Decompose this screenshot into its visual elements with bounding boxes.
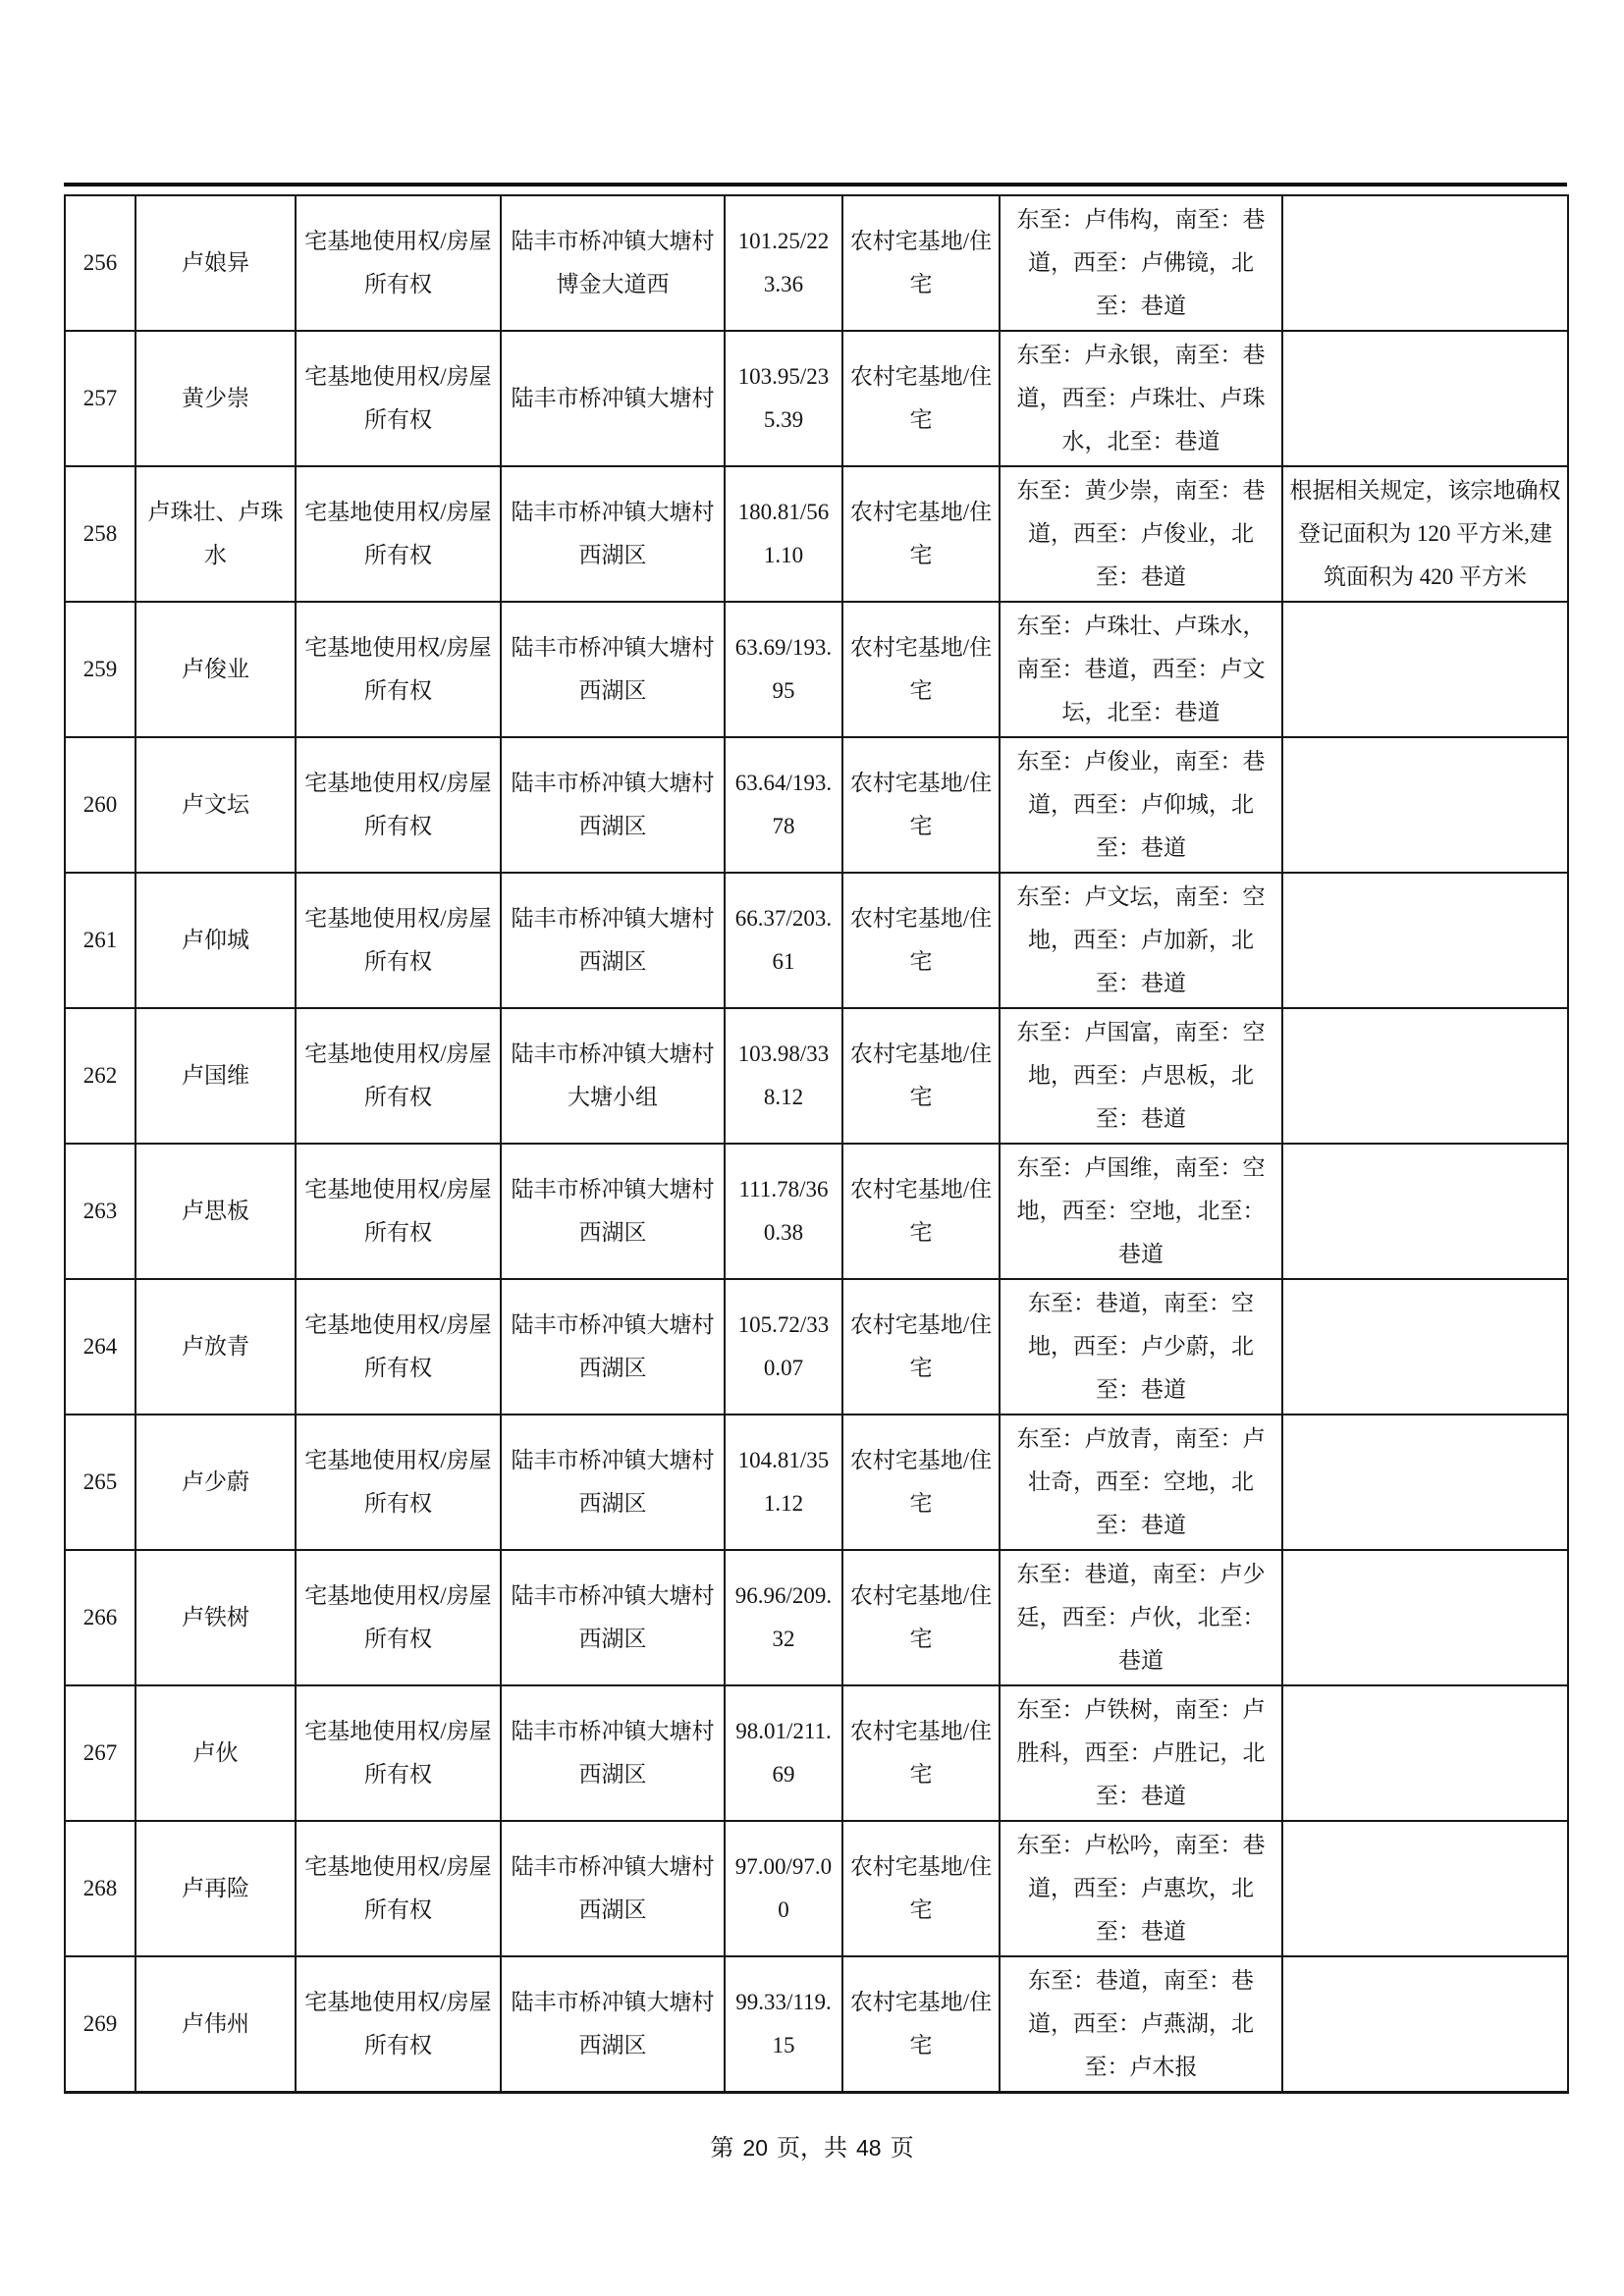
cell-boundaries: 东至：卢铁树，南至：卢胜科，西至：卢胜记，北至：巷道 bbox=[1000, 1685, 1282, 1821]
cell-area: 101.25/223.36 bbox=[725, 195, 842, 331]
cell-holder-name: 卢国维 bbox=[135, 1008, 296, 1144]
land-rights-table bbox=[64, 194, 1569, 2094]
cell-area: 63.64/193.78 bbox=[725, 737, 842, 873]
cell-land-use: 农村宅基地/住宅 bbox=[842, 1821, 1000, 1956]
page-number: 20 bbox=[742, 2135, 768, 2161]
cell-row-number: 267 bbox=[65, 1685, 135, 1821]
cell-area: 103.98/338.12 bbox=[725, 1008, 842, 1144]
cell-row-number: 263 bbox=[65, 1144, 135, 1279]
cell-rights-type: 宅基地使用权/房屋所有权 bbox=[296, 195, 501, 331]
cell-rights-type: 宅基地使用权/房屋所有权 bbox=[296, 873, 501, 1008]
cell-area: 105.72/330.07 bbox=[725, 1279, 842, 1415]
cell-rights-type: 宅基地使用权/房屋所有权 bbox=[296, 1550, 501, 1685]
table-row bbox=[65, 1821, 1568, 1956]
cell-holder-name: 卢娘异 bbox=[135, 195, 296, 331]
cell-holder-name: 卢仰城 bbox=[135, 873, 296, 1008]
cell-rights-type: 宅基地使用权/房屋所有权 bbox=[296, 1415, 501, 1550]
cell-remarks bbox=[1282, 1550, 1568, 1685]
cell-holder-name: 卢少蔚 bbox=[135, 1415, 296, 1550]
cell-remarks bbox=[1282, 1415, 1568, 1550]
cell-area: 104.81/351.12 bbox=[725, 1415, 842, 1550]
cell-remarks bbox=[1282, 1821, 1568, 1956]
cell-land-use: 农村宅基地/住宅 bbox=[842, 737, 1000, 873]
cell-location: 陆丰市桥冲镇大塘村西湖区 bbox=[501, 602, 725, 737]
cell-row-number: 258 bbox=[65, 466, 135, 602]
cell-land-use: 农村宅基地/住宅 bbox=[842, 195, 1000, 331]
cell-rights-type: 宅基地使用权/房屋所有权 bbox=[296, 737, 501, 873]
cell-area: 96.96/209.32 bbox=[725, 1550, 842, 1685]
cell-area: 99.33/119.15 bbox=[725, 1956, 842, 2093]
table-row bbox=[65, 1550, 1568, 1685]
table-row bbox=[65, 1144, 1568, 1279]
cell-boundaries: 东至：巷道，南至：巷道，西至：卢燕湖，北至：卢木报 bbox=[1000, 1956, 1282, 2093]
cell-location: 陆丰市桥冲镇大塘村西湖区 bbox=[501, 1279, 725, 1415]
table-row bbox=[65, 466, 1568, 602]
cell-land-use: 农村宅基地/住宅 bbox=[842, 1008, 1000, 1144]
cell-row-number: 260 bbox=[65, 737, 135, 873]
total-pages: 48 bbox=[856, 2135, 882, 2161]
cell-rights-type: 宅基地使用权/房屋所有权 bbox=[296, 466, 501, 602]
cell-holder-name: 卢放青 bbox=[135, 1279, 296, 1415]
cell-remarks bbox=[1282, 1008, 1568, 1144]
table-row bbox=[65, 1415, 1568, 1550]
cell-rights-type: 宅基地使用权/房屋所有权 bbox=[296, 1685, 501, 1821]
cell-location: 陆丰市桥冲镇大塘村西湖区 bbox=[501, 737, 725, 873]
cell-area: 180.81/561.10 bbox=[725, 466, 842, 602]
cell-row-number: 264 bbox=[65, 1279, 135, 1415]
cell-land-use: 农村宅基地/住宅 bbox=[842, 1279, 1000, 1415]
cell-row-number: 268 bbox=[65, 1821, 135, 1956]
cell-remarks bbox=[1282, 873, 1568, 1008]
cell-holder-name: 卢伟州 bbox=[135, 1956, 296, 2093]
cell-remarks bbox=[1282, 602, 1568, 737]
cell-location: 陆丰市桥冲镇大塘村西湖区 bbox=[501, 1821, 725, 1956]
cell-boundaries: 东至：卢文坛，南至：空地，西至：卢加新，北至：巷道 bbox=[1000, 873, 1282, 1008]
cell-area: 66.37/203.61 bbox=[725, 873, 842, 1008]
cell-holder-name: 卢再险 bbox=[135, 1821, 296, 1956]
cell-land-use: 农村宅基地/住宅 bbox=[842, 873, 1000, 1008]
cell-remarks bbox=[1282, 195, 1568, 331]
table-row bbox=[65, 1685, 1568, 1821]
cell-row-number: 266 bbox=[65, 1550, 135, 1685]
cell-location: 陆丰市桥冲镇大塘村西湖区 bbox=[501, 1415, 725, 1550]
cell-holder-name: 黄少崇 bbox=[135, 331, 296, 466]
cell-area: 111.78/360.38 bbox=[725, 1144, 842, 1279]
cell-boundaries: 东至：卢伟构，南至：巷道，西至：卢佛镜，北至：巷道 bbox=[1000, 195, 1282, 331]
cell-rights-type: 宅基地使用权/房屋所有权 bbox=[296, 602, 501, 737]
cell-boundaries: 东至：巷道，南至：空地，西至：卢少蔚，北至：巷道 bbox=[1000, 1279, 1282, 1415]
cell-row-number: 259 bbox=[65, 602, 135, 737]
cell-row-number: 261 bbox=[65, 873, 135, 1008]
cell-boundaries: 东至：卢俊业，南至：巷道，西至：卢仰城，北至：巷道 bbox=[1000, 737, 1282, 873]
cell-holder-name: 卢文坛 bbox=[135, 737, 296, 873]
cell-holder-name: 卢伙 bbox=[135, 1685, 296, 1821]
cell-boundaries: 东至：卢放青，南至：卢壮奇，西至：空地，北至：巷道 bbox=[1000, 1415, 1282, 1550]
footer-middle: 页，共 bbox=[777, 2136, 847, 2162]
cell-row-number: 257 bbox=[65, 331, 135, 466]
cell-holder-name: 卢思板 bbox=[135, 1144, 296, 1279]
cell-rights-type: 宅基地使用权/房屋所有权 bbox=[296, 1821, 501, 1956]
table-row bbox=[65, 1279, 1568, 1415]
cell-area: 63.69/193.95 bbox=[725, 602, 842, 737]
cell-holder-name: 卢铁树 bbox=[135, 1550, 296, 1685]
cell-location: 陆丰市桥冲镇大塘村大塘小组 bbox=[501, 1008, 725, 1144]
cell-remarks bbox=[1282, 1685, 1568, 1821]
page-footer bbox=[0, 2128, 1624, 2163]
table-row bbox=[65, 195, 1568, 331]
cell-boundaries: 东至：卢松吟，南至：巷道，西至：卢惠坎，北至：巷道 bbox=[1000, 1821, 1282, 1956]
cell-remarks bbox=[1282, 1279, 1568, 1415]
cell-location: 陆丰市桥冲镇大塘村西湖区 bbox=[501, 466, 725, 602]
cell-boundaries: 东至：卢国富，南至：空地，西至：卢思板，北至：巷道 bbox=[1000, 1008, 1282, 1144]
cell-location: 陆丰市桥冲镇大塘村西湖区 bbox=[501, 1144, 725, 1279]
cell-row-number: 269 bbox=[65, 1956, 135, 2093]
cell-rights-type: 宅基地使用权/房屋所有权 bbox=[296, 1008, 501, 1144]
cell-remarks bbox=[1282, 1956, 1568, 2093]
table-row bbox=[65, 1956, 1568, 2093]
cell-location: 陆丰市桥冲镇大塘村 bbox=[501, 331, 725, 466]
cell-area: 97.00/97.00 bbox=[725, 1821, 842, 1956]
cell-land-use: 农村宅基地/住宅 bbox=[842, 1144, 1000, 1279]
cell-boundaries: 东至：巷道，南至：卢少廷，西至：卢伙，北至：巷道 bbox=[1000, 1550, 1282, 1685]
cell-land-use: 农村宅基地/住宅 bbox=[842, 1956, 1000, 2093]
cell-rights-type: 宅基地使用权/房屋所有权 bbox=[296, 1279, 501, 1415]
cell-remarks bbox=[1282, 331, 1568, 466]
cell-area: 98.01/211.69 bbox=[725, 1685, 842, 1821]
cell-rights-type: 宅基地使用权/房屋所有权 bbox=[296, 1956, 501, 2093]
cell-land-use: 农村宅基地/住宅 bbox=[842, 331, 1000, 466]
cell-land-use: 农村宅基地/住宅 bbox=[842, 1685, 1000, 1821]
table-row bbox=[65, 602, 1568, 737]
cell-holder-name: 卢俊业 bbox=[135, 602, 296, 737]
cell-remarks bbox=[1282, 737, 1568, 873]
cell-row-number: 262 bbox=[65, 1008, 135, 1144]
cell-rights-type: 宅基地使用权/房屋所有权 bbox=[296, 331, 501, 466]
cell-land-use: 农村宅基地/住宅 bbox=[842, 1550, 1000, 1685]
cell-location: 陆丰市桥冲镇大塘村西湖区 bbox=[501, 873, 725, 1008]
cell-boundaries: 东至：卢珠壮、卢珠水，南至：巷道，西至：卢文坛，北至：巷道 bbox=[1000, 602, 1282, 737]
cell-boundaries: 东至：卢永银，南至：巷道，西至：卢珠壮、卢珠水，北至：巷道 bbox=[1000, 331, 1282, 466]
cell-land-use: 农村宅基地/住宅 bbox=[842, 602, 1000, 737]
cell-boundaries: 东至：黄少崇，南至：巷道，西至：卢俊业，北至：巷道 bbox=[1000, 466, 1282, 602]
cell-boundaries: 东至：卢国维，南至：空地，西至：空地，北至：巷道 bbox=[1000, 1144, 1282, 1279]
cell-holder-name: 卢珠壮、卢珠水 bbox=[135, 466, 296, 602]
cell-location: 陆丰市桥冲镇大塘村西湖区 bbox=[501, 1956, 725, 2093]
cell-remarks: 根据相关规定，该宗地确权登记面积为 120 平方米,建筑面积为 420 平方米 bbox=[1282, 466, 1568, 602]
cell-land-use: 农村宅基地/住宅 bbox=[842, 1415, 1000, 1550]
table-row bbox=[65, 331, 1568, 466]
table-top-rule bbox=[64, 183, 1567, 187]
cell-location: 陆丰市桥冲镇大塘村博金大道西 bbox=[501, 195, 725, 331]
cell-remarks bbox=[1282, 1144, 1568, 1279]
table-row bbox=[65, 1008, 1568, 1144]
table-row bbox=[65, 873, 1568, 1008]
cell-rights-type: 宅基地使用权/房屋所有权 bbox=[296, 1144, 501, 1279]
cell-land-use: 农村宅基地/住宅 bbox=[842, 466, 1000, 602]
cell-row-number: 256 bbox=[65, 195, 135, 331]
table-row bbox=[65, 737, 1568, 873]
cell-area: 103.95/235.39 bbox=[725, 331, 842, 466]
cell-location: 陆丰市桥冲镇大塘村西湖区 bbox=[501, 1550, 725, 1685]
cell-row-number: 265 bbox=[65, 1415, 135, 1550]
cell-location: 陆丰市桥冲镇大塘村西湖区 bbox=[501, 1685, 725, 1821]
footer-suffix: 页 bbox=[890, 2136, 914, 2162]
footer-prefix: 第 bbox=[710, 2136, 734, 2162]
